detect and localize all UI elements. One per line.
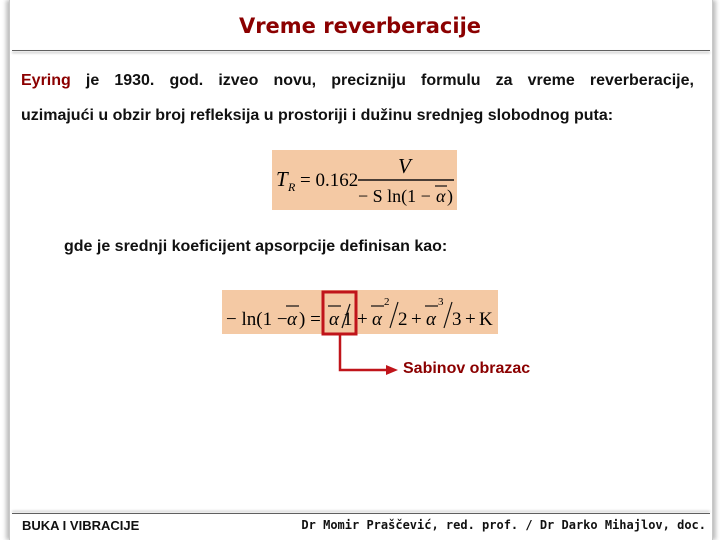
series-plus-3: + <box>465 309 476 330</box>
intro-word: 1930. <box>114 72 155 89</box>
sabin-highlight-box <box>323 292 356 334</box>
intro-word: reverberacije, <box>589 72 694 89</box>
formula-denominator-suffix: ) <box>447 186 453 206</box>
series-lhs-alpha: α <box>287 309 297 330</box>
eyring-name: Eyring <box>21 72 71 89</box>
description-text: gde je srednji koeficijent apsorpcije definisan kao: <box>64 238 448 255</box>
intro-word: za <box>495 72 513 89</box>
intro-word: je <box>85 72 100 89</box>
formula-lhs-t: T <box>276 167 288 191</box>
intro-line-2: uzimajući u obzir broj refleksija u prostoriji i dužinu srednjeg slobodnog puta: <box>21 107 614 124</box>
footer-course: BUKA I VIBRACIJE <box>22 518 140 533</box>
annotation-arrowhead <box>386 365 398 375</box>
series-lhs-prefix: − ln(1 − <box>226 309 288 330</box>
slide-title: Vreme reverberacije <box>238 14 482 38</box>
intro-word: vreme <box>527 72 575 89</box>
intro-word: formulu <box>420 72 481 89</box>
intro-word: precizniju <box>331 72 406 89</box>
formula-lhs-sub: R <box>288 180 296 194</box>
intro-word: god. <box>169 72 204 89</box>
formula-coefficient: = 0.162 <box>300 170 359 191</box>
footer-divider <box>12 513 710 514</box>
series-plus-1: + <box>357 309 368 330</box>
series-tail: K <box>479 309 493 330</box>
series-term1-den: 1 <box>343 309 353 330</box>
footer-authors: Dr Momir Praščević, red. prof. / Dr Darko Mihajlov, doc. <box>301 518 706 532</box>
intro-word: izveo <box>218 72 259 89</box>
series-exp-3: 3 <box>438 296 444 308</box>
series-exp-2: 2 <box>384 296 390 308</box>
sabin-formula-label: Sabinov obrazac <box>403 360 531 377</box>
formula-numerator: V <box>398 154 411 178</box>
series-term2-alpha: α <box>372 309 382 330</box>
series-term1-alpha: α <box>329 309 339 330</box>
series-lhs-suffix: ) = <box>299 309 321 330</box>
formula-denominator-prefix: − S ln(1 − <box>358 186 431 206</box>
series-plus-2: + <box>411 309 422 330</box>
annotation-connector <box>340 334 388 370</box>
series-term2-den: 2 <box>398 309 408 330</box>
series-term3-alpha: α <box>426 309 436 330</box>
series-term3-den: 3 <box>452 309 462 330</box>
formula-alpha: α <box>436 186 446 206</box>
intro-word: novu, <box>273 72 317 89</box>
